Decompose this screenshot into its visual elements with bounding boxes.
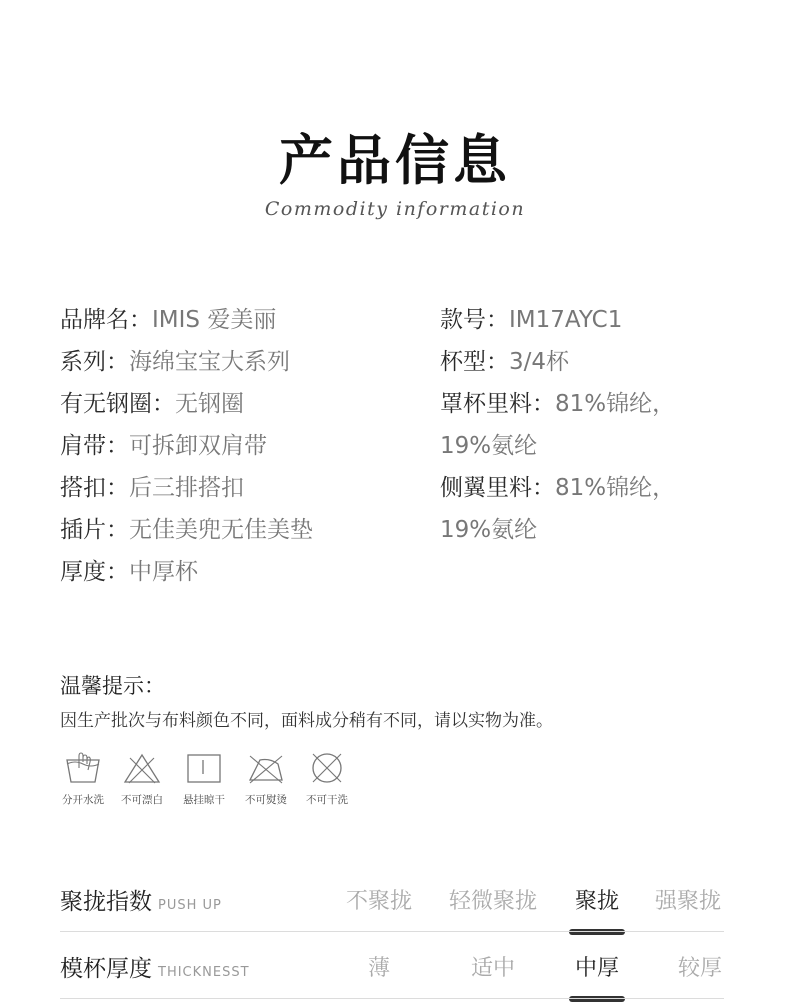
push-up-option xyxy=(346,872,412,932)
care-label: 不可干洗 xyxy=(306,794,348,806)
push-up-option xyxy=(655,872,721,932)
spec-label: 有无钢圈： xyxy=(60,391,175,417)
care-item-hang-dry xyxy=(174,750,234,807)
spec-value: IM17AYC1 xyxy=(509,307,623,333)
spec-label: 厚度： xyxy=(60,559,129,585)
spec-item xyxy=(60,425,313,467)
option-label: 轻微聚拢 xyxy=(448,889,538,914)
spec-list-right xyxy=(440,299,675,551)
care-label: 不可漂白 xyxy=(121,794,163,806)
tips-title: 温馨提示： xyxy=(60,674,165,698)
no-iron-icon xyxy=(244,750,288,786)
thickness-title xyxy=(60,939,250,1003)
spec-value: 海绵宝宝大系列 xyxy=(129,349,290,375)
spec-label: 杯型： xyxy=(440,349,509,375)
spec-label: 搭扣： xyxy=(60,475,129,501)
push-up-title xyxy=(60,872,222,936)
selected-indicator xyxy=(569,929,625,935)
option-label: 较厚 xyxy=(677,956,723,981)
thickness-title-en: THICKNESST xyxy=(158,965,250,980)
hand-wash-icon xyxy=(63,750,103,786)
option-label: 适中 xyxy=(470,956,516,981)
spec-label: 肩带： xyxy=(60,433,129,459)
option-label: 中厚 xyxy=(574,956,620,981)
thickness-option xyxy=(368,939,390,999)
thickness-title-text: 模杯厚度 xyxy=(60,956,152,982)
option-label: 不聚拢 xyxy=(345,889,413,914)
no-dry-clean-icon xyxy=(307,750,347,786)
push-up-title-text: 聚拢指数 xyxy=(60,889,152,915)
spec-value: 3/4杯 xyxy=(509,349,570,375)
selected-indicator xyxy=(569,996,625,1002)
spec-item xyxy=(60,467,313,509)
spec-value: IMIS 爱美丽 xyxy=(152,307,277,333)
thickness-option xyxy=(575,939,619,999)
spec-value: 中厚杯 xyxy=(129,559,198,585)
spec-item xyxy=(440,341,675,383)
push-up-option xyxy=(575,872,619,932)
push-up-title-en: PUSH UP xyxy=(158,898,222,913)
spec-item xyxy=(440,299,675,341)
spec-value: 81%锦纶， xyxy=(555,391,676,417)
spec-label: 罩杯里料： xyxy=(440,391,555,417)
spec-item xyxy=(440,383,675,425)
spec-item xyxy=(440,425,675,467)
spec-item xyxy=(60,383,313,425)
spec-value: 后三排搭扣 xyxy=(129,475,244,501)
spec-value: 可拆卸双肩带 xyxy=(129,433,267,459)
spec-item xyxy=(440,467,675,509)
spec-item xyxy=(60,551,313,593)
push-up-row xyxy=(60,872,724,932)
divider xyxy=(60,931,724,932)
page-title: 产品信息 xyxy=(279,129,511,192)
care-label: 分开水洗 xyxy=(62,794,104,806)
option-label: 强聚拢 xyxy=(654,889,722,914)
option-label: 聚拢 xyxy=(574,889,620,914)
page-subtitle: Commodity information xyxy=(264,198,526,220)
thickness-row xyxy=(60,939,724,999)
no-bleach-icon xyxy=(122,750,162,786)
spec-label: 品牌名： xyxy=(60,307,152,333)
push-up-option xyxy=(449,872,537,932)
care-label: 悬挂晾干 xyxy=(183,794,225,806)
spec-label: 插片： xyxy=(60,517,129,543)
spec-list-left xyxy=(60,299,313,593)
spec-item xyxy=(60,341,313,383)
divider xyxy=(60,998,724,999)
spec-item xyxy=(60,299,313,341)
spec-value: 19%氨纶 xyxy=(440,433,538,459)
spec-value: 无佳美兜无佳美垫 xyxy=(129,517,313,543)
spec-value: 无钢圈 xyxy=(175,391,244,417)
care-item-no-iron xyxy=(236,750,296,807)
spec-label: 款号： xyxy=(440,307,509,333)
care-label: 不可熨烫 xyxy=(245,794,287,806)
hang-dry-icon xyxy=(184,750,224,786)
care-item-hand-wash xyxy=(53,750,113,807)
thickness-option xyxy=(471,939,515,999)
spec-label: 侧翼里料： xyxy=(440,475,555,501)
care-item-no-dry-clean xyxy=(297,750,357,807)
spec-label: 系列： xyxy=(60,349,129,375)
tips-text: 因生产批次与布料颜色不同，面料成分稍有不同，请以实物为准。 xyxy=(60,711,553,731)
spec-value: 19%氨纶 xyxy=(440,517,538,543)
thickness-option xyxy=(678,939,722,999)
spec-item xyxy=(60,509,313,551)
option-label: 薄 xyxy=(367,956,391,981)
spec-item xyxy=(440,509,675,551)
spec-value: 81%锦纶， xyxy=(555,475,676,501)
care-item-no-bleach xyxy=(112,750,172,807)
